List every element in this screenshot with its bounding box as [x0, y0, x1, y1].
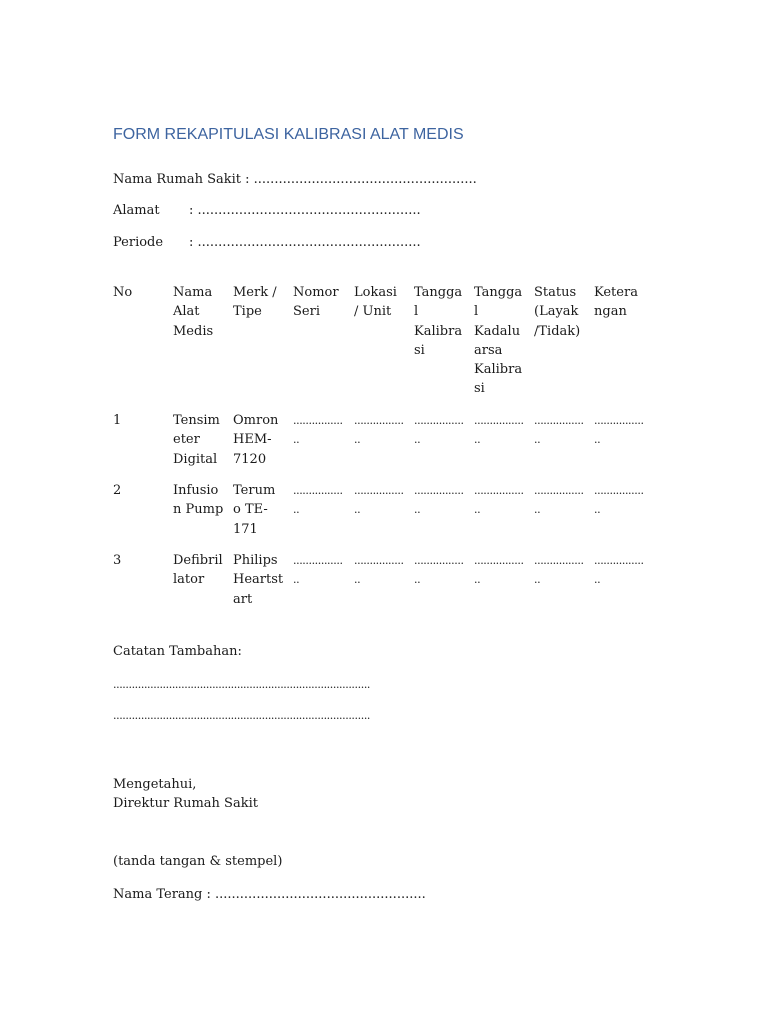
form-title: FORM REKAPITULASI KALIBRASI ALAT MEDIS: [113, 126, 464, 143]
row1-nama: Tensim eter Digital: [173, 413, 220, 467]
row2-tanggal-kalibrasi: ................ ..: [414, 484, 464, 517]
field-alamat: [113, 201, 421, 220]
header-tanggal-kadaluarsa: Tangga l Kadalu arsa Kalibra si: [474, 285, 523, 397]
notes-line-2: ...................................................................................: [113, 709, 371, 722]
row1-lokasi: ................ ..: [354, 414, 404, 447]
director-position: Direktur Rumah Sakit: [113, 796, 258, 811]
row3-status: ................ ..: [534, 554, 584, 587]
alamat-label: Alamat: [113, 203, 160, 218]
header-keterangan: Ketera ngan: [594, 285, 638, 320]
row2-keterangan: ................ ..: [594, 484, 644, 517]
field-periode: [113, 233, 421, 252]
notes-label: Catatan Tambahan:: [113, 644, 242, 659]
header-no: No: [113, 285, 133, 300]
row3-keterangan: ................ ..: [594, 554, 644, 587]
header-lokasi-unit: Lokasi / Unit: [354, 285, 397, 320]
header-merk-tipe: Merk / Tipe: [233, 285, 277, 320]
row1-no: 1: [113, 413, 122, 428]
periode-label: Periode: [113, 235, 164, 250]
rumah-sakit-label: Nama Rumah Sakit: [113, 172, 241, 187]
row3-no: 3: [113, 553, 122, 568]
alamat-value: : ......................................................: [189, 203, 421, 218]
row3-tanggal-kalibrasi: ................ ..: [414, 554, 464, 587]
row1-keterangan: ................ ..: [594, 414, 644, 447]
notes-line-1: ...................................................................................: [113, 678, 371, 691]
row2-status: ................ ..: [534, 484, 584, 517]
row2-lokasi: ................ ..: [354, 484, 404, 517]
row3-merk: Philips Heartst art: [233, 553, 284, 607]
row2-nomor-seri: ................ ..: [293, 484, 343, 517]
row1-merk: Omron HEM- 7120: [233, 413, 279, 467]
row2-merk: Terum o TE- 171: [233, 483, 276, 537]
header-nomor-seri: Nomor Seri: [293, 285, 339, 320]
signature-hint: (tanda tangan & stempel): [113, 854, 283, 869]
row3-nama: Defibril lator: [173, 553, 223, 588]
acknowledge-text: Mengetahui,: [113, 777, 197, 792]
periode-value: : ......................................................: [189, 235, 421, 250]
row1-tanggal-kalibrasi: ................ ..: [414, 414, 464, 447]
row3-lokasi: ................ ..: [354, 554, 404, 587]
rumah-sakit-value: : ......................................................: [245, 172, 477, 187]
header-tanggal-kalibrasi: Tangga l Kalibra si: [414, 285, 463, 358]
row1-nomor-seri: ................ ..: [293, 414, 343, 447]
row3-nomor-seri: ................ ..: [293, 554, 343, 587]
row2-tanggal-kadaluarsa: ................ ..: [474, 484, 524, 517]
row3-tanggal-kadaluarsa: ................ ..: [474, 554, 524, 587]
row2-no: 2: [113, 483, 122, 498]
row2-nama: Infusio n Pump: [173, 483, 224, 518]
field-rumah-sakit: [113, 170, 477, 189]
header-status: Status (Layak /Tidak): [534, 285, 581, 339]
row1-tanggal-kadaluarsa: ................ ..: [474, 414, 524, 447]
header-nama-alat: Nama Alat Medis: [173, 285, 214, 339]
row1-status: ................ ..: [534, 414, 584, 447]
name-label: Nama Terang : ...................................................: [113, 887, 426, 902]
